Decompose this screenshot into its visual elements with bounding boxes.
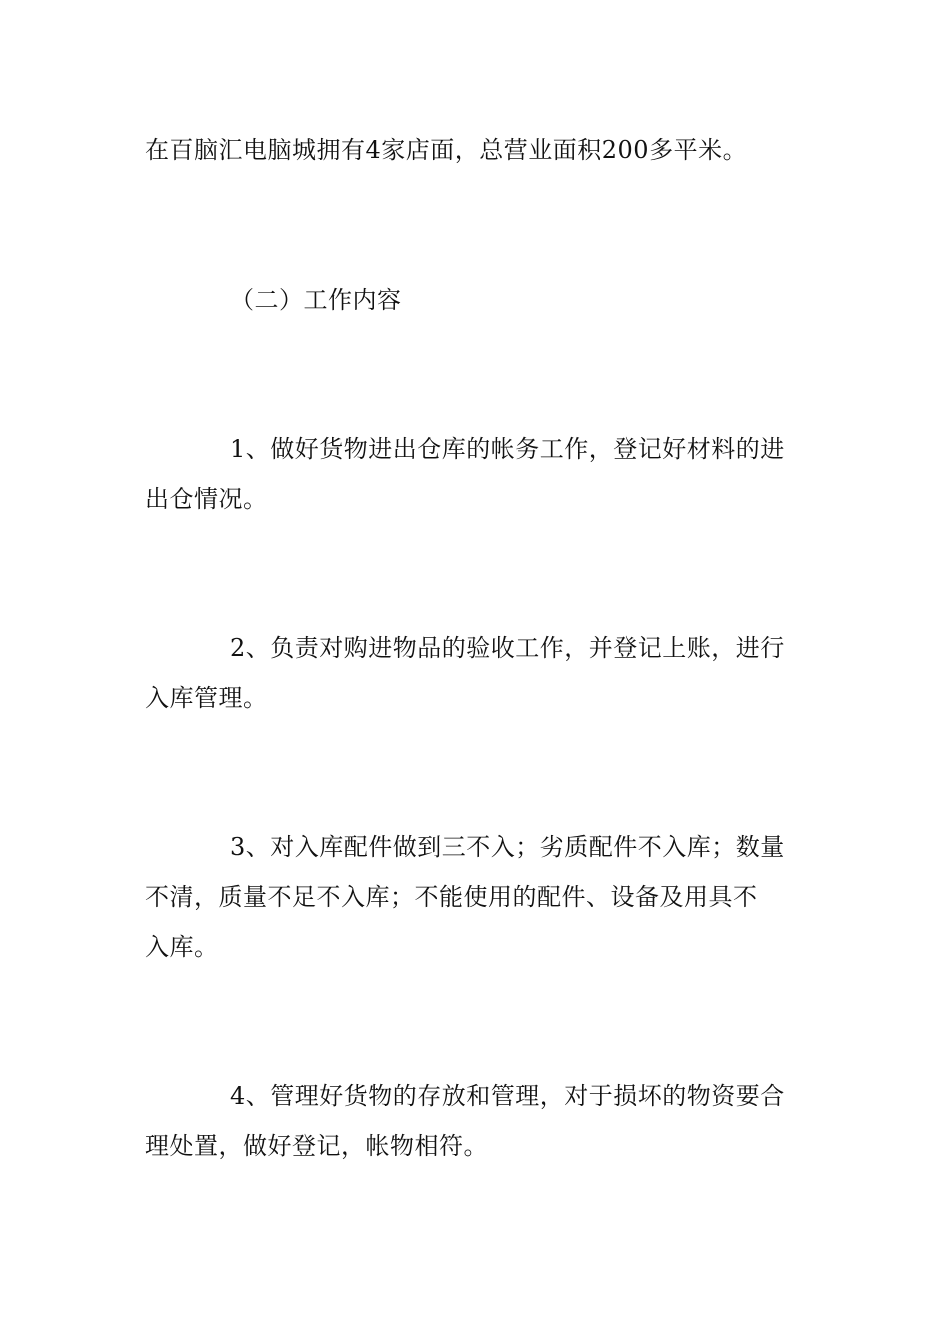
work-item-line: 3、对入库配件做到三不入；劣质配件不入库；数量: [230, 833, 785, 861]
work-item-line: 入库管理。: [145, 684, 268, 712]
intro-paragraph-line: 在百脑汇电脑城拥有4家店面，总营业面积200多平米。: [145, 136, 748, 164]
section-heading: （二）工作内容: [230, 286, 402, 314]
work-item-line: 1、做好货物进出仓库的帐务工作，登记好材料的进: [230, 435, 785, 463]
work-item-line: 4、管理好货物的存放和管理，对于损坏的物资要合: [230, 1082, 785, 1110]
work-item-line: 出仓情况。: [145, 485, 268, 513]
work-item-line: 理处置，做好登记，帐物相符。: [145, 1132, 488, 1160]
work-item-line: 2、负责对购进物品的验收工作，并登记上账，进行: [230, 634, 785, 662]
work-item-line: 不清，质量不足不入库；不能使用的配件、设备及用具不: [145, 883, 758, 911]
work-item-line: 入库。: [145, 933, 219, 961]
